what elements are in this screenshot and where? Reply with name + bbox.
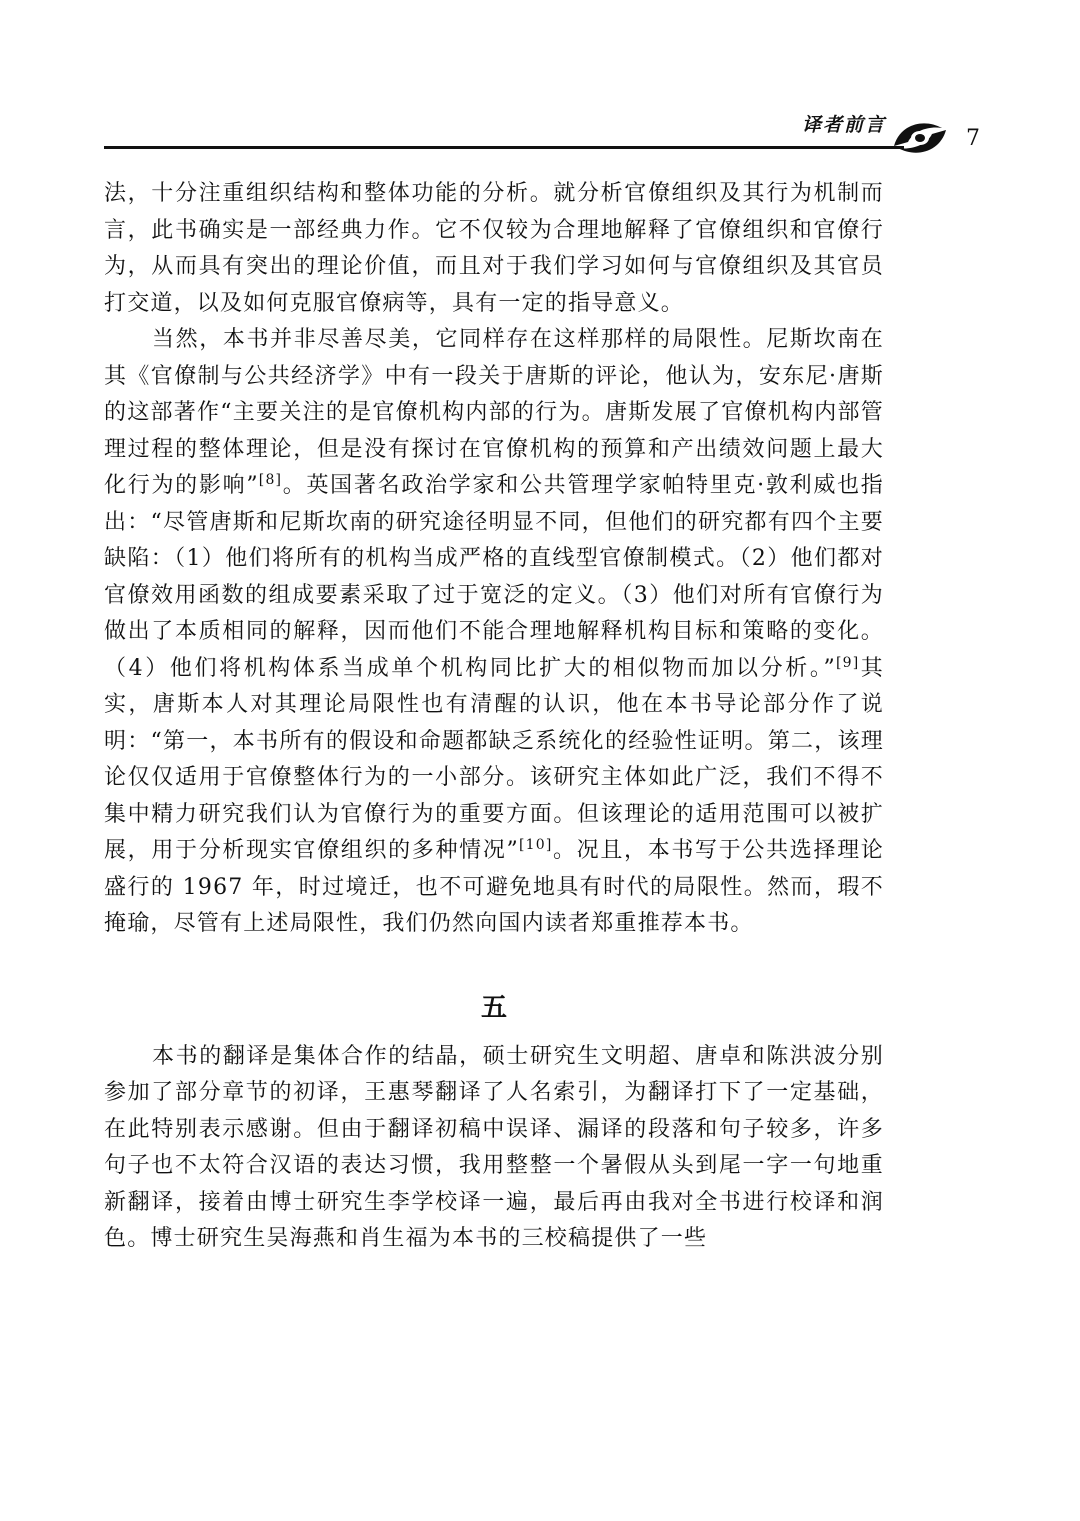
paragraph-text: 。英国著名政治学家和公共管理学家帕特里克·敦利威也指出：“尽管唐斯和尼斯坎南的研究途径明显不同，但他们的研究都有四个主要缺陷：（1）他们将所有的机构当成严格的直线型官僚制模式。（2）他们都对官僚效用函数的组成要素采取了过于宽泛的定义。（3）他们对所有官僚行为做出了本质相同的解释，因而他们不能合理地解释机构目标和策略的变化。（4）他们将机构体系当成单个机构同比扩大的相似物而加以分析。”: [104, 473, 884, 681]
body-text: [104, 176, 884, 1258]
paragraph-text: 。况且，本书写于公共选择理论盛行的 1967 年，时过境迁，也不可避免地具有时代的局限性。然而，瑕不掩瑜，尽管有上述局限性，我们仍然向国内读者郑重推荐本书。: [104, 838, 884, 936]
paragraph-acknowledgements: 本书的翻译是集体合作的结晶，硕士研究生文明超、唐卓和陈洪波分别参加了部分章节的初译，王惠琴翻译了人名索引，为翻译打下了一定基础，在此特别表示感谢。但由于翻译初稿中误译、漏译的段落和句子较多，许多句子也不太符合汉语的表达习惯，我用整整一个暑假从头到尾一字一句地重新翻译，接着由博士研究生李学校译一遍，最后再由我对全书进行校译和润色。博士研究生吴海燕和肖生福为本书的三校稿提供了一些: [104, 1043, 884, 1251]
section-title: 译者前言: [801, 114, 886, 136]
paragraph-text: 当然，本书并非尽善尽美，它同样存在这样那样的局限性。尼斯坎南在其《官僚制与公共经济学》中有一段关于唐斯的评论，他认为，安东尼·唐斯的这部著作“主要关注的是官僚机构内部的行为。唐斯发展了官僚机构内部管理过程的整体理论，但是没有探讨在官僚机构的预算和产出绩效问题上最大化行为的影响”: [104, 327, 884, 498]
running-head: [0, 0, 1080, 170]
footnote-ref: [10]: [518, 837, 553, 853]
header-rule: [104, 146, 904, 149]
swirl-ornament-icon: [890, 116, 950, 160]
footnote-ref: [9]: [835, 654, 860, 671]
paragraph-limitations: [104, 322, 884, 943]
paragraph-continuation: 法，十分注重组织结构和整体功能的分析。就分析官僚组织及其行为机制而言，此书确实是一部经典力作。它不仅较为合理地解释了官僚组织和官僚行为，从而具有突出的理论价值，而且对于我们学习如何与官僚组织及其官员打交道，以及如何克服官僚病等，具有一定的指导意义。: [104, 181, 884, 316]
page-number: 7: [966, 126, 980, 151]
footnote-ref: [8]: [258, 472, 283, 488]
section-heading: 五: [480, 992, 507, 1023]
paragraph-text: 其实，唐斯本人对其理论局限性也有清醒的认识，他在本书导论部分作了说明：“第一，本书所有的假设和命题都缺乏系统化的经验性证明。第二，该理论仅仅适用于官僚整体行为的一小部分。该研究主体如此广泛，我们不得不集中精力研究我们认为官僚行为的重要方面。但该理论的适用范围可以被扩展，用于分析现实官僚组织的多种情况”: [104, 655, 884, 863]
